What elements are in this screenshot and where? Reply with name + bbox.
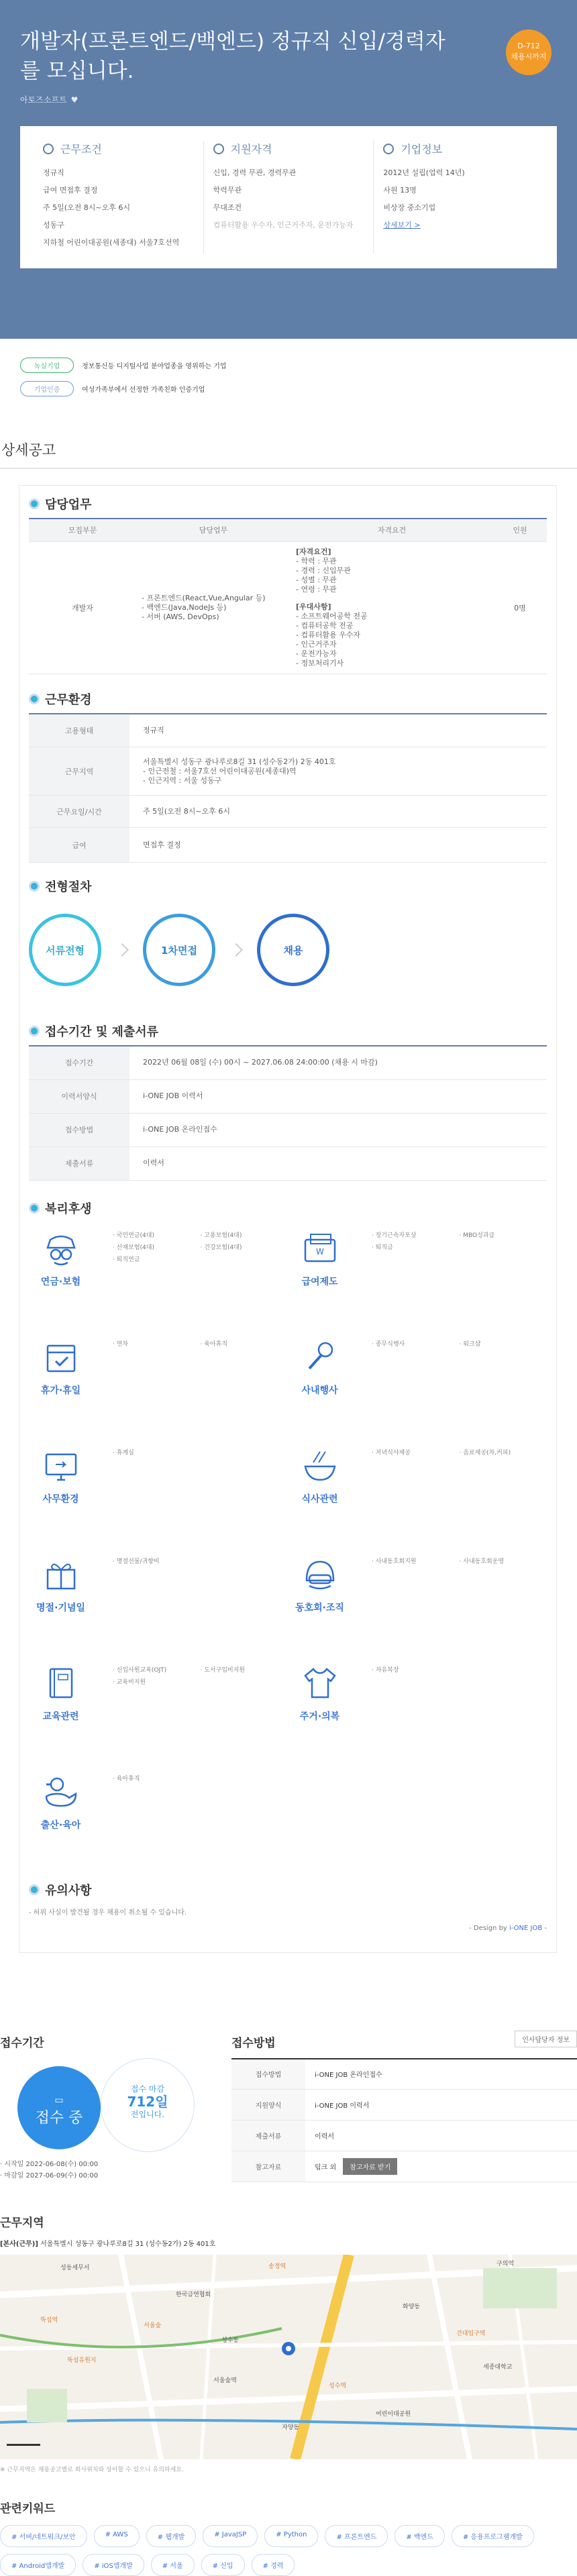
- location-note: ※ 근무지역은 채용공고별로 회사위치와 상이할 수 있으니 유의하세요.: [0, 2467, 184, 2473]
- keyword-tag[interactable]: # 경력: [252, 2554, 295, 2576]
- keywords-heading: 관련키워드: [0, 2502, 56, 2516]
- process-step: 채용: [257, 914, 329, 986]
- cert-tag: 녹실기업: [20, 358, 74, 373]
- table-row: 제출서류 이력서: [231, 2121, 577, 2151]
- table-row: 접수방법 i-ONE JOB 온라인접수: [29, 1113, 547, 1146]
- caution-heading: 유의사항: [29, 1881, 547, 1904]
- qualifications-heading: 지원자격: [213, 141, 364, 156]
- welfare-section: [29, 1199, 547, 1874]
- company-info-column: [374, 141, 543, 254]
- circle-icon: [383, 144, 394, 154]
- svg-text:W: W: [315, 1246, 324, 1256]
- welfare-label: 주거·의복: [299, 1711, 340, 1722]
- welfare-label: 출산·육아: [40, 1819, 81, 1831]
- keyword-tag[interactable]: # 프론트엔드: [325, 2525, 388, 2547]
- gift-icon: [41, 1556, 81, 1594]
- keyword-tag[interactable]: # 서버/네트워크/보안: [0, 2525, 87, 2547]
- book-icon: [41, 1665, 81, 1703]
- heart-icon[interactable]: ♥: [70, 95, 78, 105]
- env-section: [29, 690, 547, 863]
- caution-section: [29, 1881, 547, 1932]
- table-header: 담당업무: [136, 519, 291, 541]
- conditions-column: [34, 141, 204, 254]
- bullet-icon: [29, 1203, 40, 1214]
- shirt-icon: [300, 1665, 340, 1703]
- company-info-item: 사원 13명: [383, 186, 417, 195]
- location-heading: 근무지역: [0, 2216, 44, 2230]
- helmet-icon: [300, 1556, 340, 1594]
- cert-tag: 기업인증: [20, 381, 74, 396]
- duty-part: 개발자: [29, 541, 136, 674]
- company-name[interactable]: 아토즈소프트: [20, 95, 67, 105]
- keyword-tag[interactable]: # JavaJSP: [203, 2525, 258, 2547]
- hr-contact-button[interactable]: 인사담당자 정보: [515, 2031, 577, 2047]
- welfare-grid: [29, 1222, 547, 1874]
- duty-table: [29, 518, 547, 674]
- cert-row: [20, 381, 557, 396]
- deadline-circle: 접수 마감 712일 전입니다.: [101, 2058, 195, 2152]
- qualification-item: 학력무관: [213, 186, 242, 195]
- map-labels: 성동세무서 한국금연협회 뚝섬역 뚝섬유원지 서울숲 서울숲역 성수역 어린이대공원 건대입구역 송정역 구의역 자양동 화양동 성수동 세종대학교: [40, 2261, 515, 2431]
- status-label: 접수 중: [35, 2109, 83, 2127]
- condition-item: 지하철 어린이대공원(세종대) 서울7호선역: [43, 238, 180, 247]
- condition-item: 급여 면접후 결정: [43, 186, 98, 195]
- glasses-icon: [41, 1230, 81, 1268]
- condition-item: 주 5일(오전 8시~오후 6시: [43, 203, 131, 212]
- process-section: [29, 877, 547, 1002]
- dday-label: 채용시까지: [511, 52, 547, 61]
- bullet-icon: [29, 1884, 40, 1895]
- duty-section: [29, 495, 547, 674]
- bullet-icon: [29, 881, 40, 892]
- welfare-item: 연금·보험 · 국민연금(4대) · 고용보험(4대) · 산재보험(4대) · 건강보험(4대) · 퇴직연금: [29, 1222, 288, 1331]
- qualification-preference: 컴퓨터활용 우수자, 인근거주자, 운전가능자: [213, 221, 354, 229]
- welfare-label: 동호회·조직: [295, 1602, 344, 1613]
- welfare-item: 교육관련 · 신입사원교육(OJT) · 도서구입비지원 · 교육비지원: [29, 1657, 288, 1766]
- calendar-icon: [41, 1339, 81, 1377]
- chevron-right-icon: [229, 943, 243, 957]
- location-section: [0, 2213, 577, 2473]
- company-info-heading: 기업정보: [383, 141, 534, 156]
- wallet-icon: [300, 1230, 340, 1268]
- keyword-tag[interactable]: # 서울: [151, 2554, 195, 2576]
- process-step: 1차면접: [143, 914, 215, 986]
- microphone-icon: [300, 1339, 340, 1377]
- location-address: [본사(근무)] 서울특별시 성동구 광나루로8길 31 (성수동2가) 2동 401호: [0, 2241, 216, 2248]
- welfare-item: 식사관련 · 저녁식사제공 · 음료제공(차,커피): [288, 1440, 547, 1548]
- method-heading: 접수방법: [231, 2036, 276, 2050]
- method-table: [231, 2058, 577, 2183]
- conditions-heading: 근무조건: [43, 141, 194, 156]
- apply-table: [29, 1045, 547, 1181]
- table-header: 자격요건: [291, 519, 493, 541]
- job-title: 개발자(프론트엔드/백엔드) 정규직 신입/경력자를 모십니다.: [20, 30, 445, 83]
- keyword-tag[interactable]: # AWS: [94, 2525, 140, 2547]
- keyword-tag[interactable]: # 백엔드: [395, 2525, 445, 2547]
- welfare-item: 휴가·휴일 · 연차 · 육아휴직: [29, 1331, 288, 1440]
- table-row: 지원양식 i-ONE JOB 이력서: [231, 2090, 577, 2121]
- company-info-item: 비상장 중소기업: [383, 203, 436, 212]
- detail-section-title: 상세공고: [0, 405, 577, 469]
- table-row: 고용형태 정규직: [29, 714, 547, 747]
- condition-item: 성동구: [43, 221, 64, 229]
- process-step: 서류전형: [29, 914, 101, 986]
- env-table: [29, 713, 547, 863]
- method-section: [231, 2033, 577, 2183]
- table-row: 접수방법 i-ONE JOB 온라인접수: [231, 2059, 577, 2090]
- company-detail-link[interactable]: 상세보기 >: [383, 221, 421, 229]
- table-row: 참고자료 팁크 외 참고자료 받기: [231, 2151, 577, 2182]
- duty-tasks: - 프론트엔드(React,Vue,Angular 등) - 백엔드(Java,NodeJs 등) - 서버 (AWS, DevOps): [136, 541, 291, 674]
- welfare-item: 주거·의복 · 자유복장: [288, 1657, 547, 1766]
- table-row: 제출서류 이력서: [29, 1146, 547, 1180]
- circle-icon: [213, 144, 224, 154]
- welfare-label: 사내행사: [301, 1385, 338, 1396]
- keyword-list: [0, 2525, 577, 2576]
- caution-text: - 허위 사실이 발견될 경우 채용이 취소될 수 있습니다.: [29, 1909, 187, 1917]
- bowl-icon: [300, 1448, 340, 1485]
- welfare-item: 명절·기념일 · 명절선물/귀향비: [29, 1548, 288, 1657]
- table-header: 모집부문: [29, 519, 136, 541]
- job-header: [0, 0, 577, 339]
- welfare-heading: 복리후생: [29, 1199, 547, 1222]
- cert-row: [20, 358, 557, 373]
- qualifications-column: [204, 141, 374, 254]
- bullet-icon: [29, 498, 40, 509]
- dday-badge: [506, 30, 552, 75]
- design-credit: - Design by i-ONE JOB -: [469, 1924, 547, 1932]
- keyword-tag[interactable]: # Python: [264, 2525, 318, 2547]
- certifications: [0, 339, 577, 396]
- welfare-label: 교육관련: [42, 1711, 79, 1722]
- period-section: [0, 2033, 231, 2183]
- qualification-item: 신입, 경력 무관, 경력무관: [213, 168, 297, 177]
- welfare-label: 사무환경: [42, 1493, 79, 1505]
- company-name-row: [20, 94, 557, 105]
- cert-text: 정보통신등 디지털사업 분야업종을 영위하는 기업: [82, 363, 227, 370]
- duty-count: 0명: [493, 541, 547, 674]
- period-circles: [0, 2058, 231, 2159]
- map[interactable]: [0, 2255, 577, 2459]
- table-row: [29, 541, 547, 674]
- process-steps: [29, 900, 547, 1002]
- detail-panel: [19, 485, 557, 1953]
- chevron-right-icon: [115, 943, 129, 957]
- dday-value: D-712: [517, 42, 540, 50]
- keyword-tag[interactable]: # iOS앱개발: [83, 2554, 144, 2576]
- welfare-label: 휴가·휴일: [40, 1385, 81, 1396]
- condition-item: 정규직: [43, 168, 64, 177]
- apply-heading: 접수기간 및 제출서류: [29, 1022, 547, 1045]
- circle-icon: [43, 144, 54, 154]
- table-row: 이력서양식 i-ONE JOB 이력서: [29, 1079, 547, 1113]
- keywords-section: [0, 2499, 577, 2576]
- keyword-tag[interactable]: # 웹개발: [146, 2525, 197, 2547]
- bullet-icon: [29, 694, 40, 704]
- process-heading: 전형절차: [29, 877, 547, 900]
- cert-text: 여성가족부에서 선정한 가족친화 인증기업: [82, 386, 205, 394]
- apply-summary: [0, 1953, 577, 2183]
- duty-heading: 담당업무: [29, 495, 547, 518]
- company-info-item: 2012년 설립(업력 14년): [383, 168, 465, 177]
- monitor-icon: [41, 1448, 81, 1485]
- keyword-tag[interactable]: # 신입: [201, 2554, 245, 2576]
- bullet-icon: [29, 1026, 40, 1036]
- welfare-label: 명절·기념일: [36, 1602, 85, 1613]
- env-heading: 근무환경: [29, 690, 547, 713]
- keyword-tag[interactable]: # 응용프로그램개발: [452, 2525, 534, 2547]
- table-header: 인원: [493, 519, 547, 541]
- book-icon: ▭: [54, 2094, 64, 2106]
- welfare-item: W 급여제도 · 장기근속자포상 · MBO성과급 · 퇴직금: [288, 1222, 547, 1331]
- summary-box: [20, 126, 557, 268]
- duty-requirements: [자격요건] - 학력 : 무관 - 경력 : 신입무관 - 성별 : 무관 - 연령 : 무관 [우대사항] - 소프트웨어공학 전공 - 컴퓨터공학 전공 - 컴퓨터활용 우수자 - 인근거주자 - 운전가능자 - 정보처리기사: [291, 541, 493, 674]
- download-reference-button[interactable]: 참고자료 받기: [343, 2158, 397, 2175]
- status-circle: [17, 2066, 101, 2149]
- welfare-label: 식사관련: [301, 1493, 338, 1505]
- welfare-item: 사내행사 · 종무식행사 · 워크샵: [288, 1331, 547, 1440]
- period-dates: · 시작일 2022-06-08(수) 00:00 · 마감일 2027-06-09(수) 00:00: [0, 2160, 99, 2180]
- table-row: 급여 면접후 결정: [29, 828, 547, 863]
- welfare-item: 출산·육아 · 육아휴직: [29, 1766, 288, 1874]
- table-row: 근무지역 서울특별시 성동구 광나루로8길 31 (성수동2가) 2동 401호 - 인근전철 : 서울7호선 어린이대공원(세종대)역 - 인근지역 : 서울 성동구: [29, 747, 547, 796]
- welfare-label: 연금·보험: [40, 1276, 81, 1287]
- apply-section: [29, 1022, 547, 1181]
- welfare-item: 사무환경 · 휴게실: [29, 1440, 288, 1548]
- qualification-item: 무대조건: [213, 203, 242, 212]
- welfare-label: 급여제도: [301, 1276, 338, 1287]
- keyword-tag[interactable]: # Android앱개발: [0, 2554, 76, 2576]
- period-heading: 접수기간: [0, 2036, 44, 2050]
- welfare-item: 동호회·조직 · 사내동호회지원 · 사내동호회운영: [288, 1548, 547, 1657]
- duck-icon: [41, 1774, 81, 1811]
- table-row: 근무요일/시간 주 5일(오전 8시~오후 6시: [29, 796, 547, 828]
- table-row: 접수기간 2022년 06월 08일 (수) 00시 ~ 2027.06.08 24:00:00 (채용 시 마감): [29, 1046, 547, 1079]
